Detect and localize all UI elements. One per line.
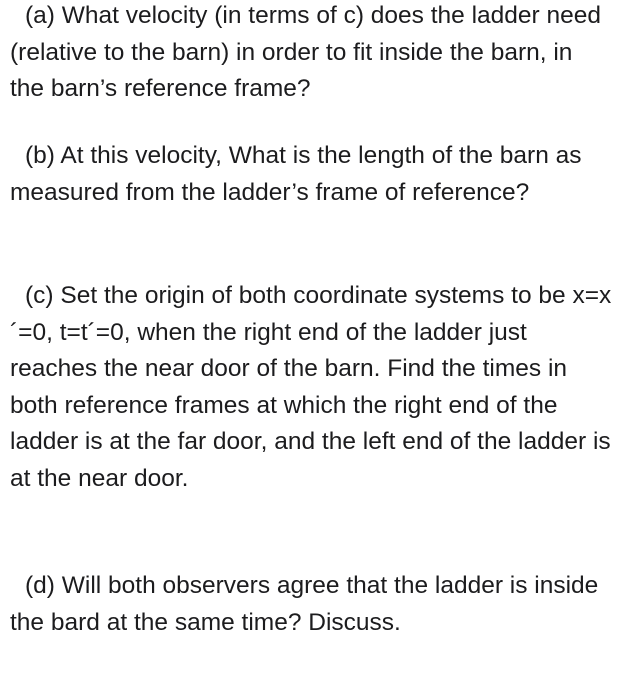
question-c: (c) Set the origin of both coordinate systems to be x=x´=0, t=t´=0, when the right end of the ladder just reaches the near door of the barn. Find the times in both reference frames at which the right end of the ladder is at the far door, and the left end of the ladder is at the near door.: [10, 282, 612, 492]
question-b: (b) At this velocity, What is the length of the barn as measured from the ladder’s frame of reference?: [10, 142, 582, 206]
question-a: (a) What velocity (in terms of c) does the ladder need (relative to the barn) in order to fit inside the barn, in the barn’s reference frame?: [10, 2, 602, 103]
question-d: (d) Will both observers agree that the ladder is inside the bard at the same time? Discuss.: [10, 572, 599, 636]
